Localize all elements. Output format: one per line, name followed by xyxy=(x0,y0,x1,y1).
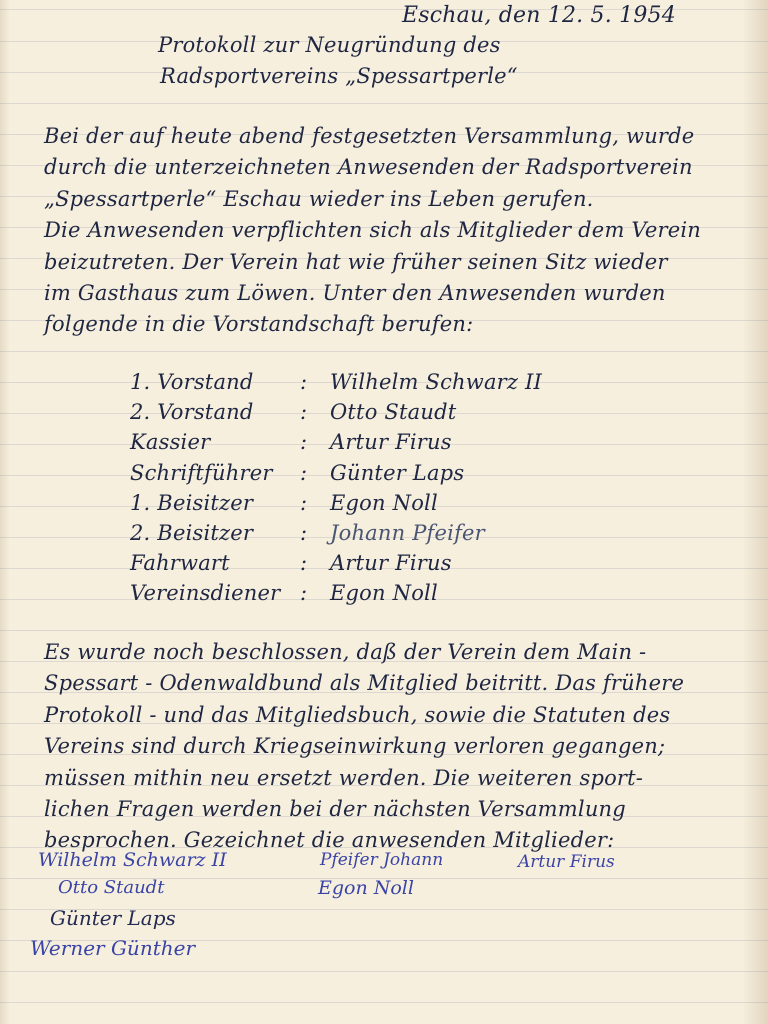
intro-line: Die Anwesenden verpflichten sich als Mitglieder dem Verein xyxy=(44,218,702,243)
closing-line: Vereins sind durch Kriegseinwirkung verloren gegangen; xyxy=(44,734,666,759)
closing-line: Es wurde noch beschlossen, daß der Verein dem Main - xyxy=(44,640,647,664)
board-row xyxy=(130,548,542,578)
closing-line: besprochen. Gezeichnet die anwesenden Mitglieder: xyxy=(44,828,615,853)
board-separator: : xyxy=(300,581,308,606)
board-row xyxy=(130,518,542,548)
board-role: 2. Vorstand xyxy=(130,400,254,425)
board-separator: : xyxy=(300,430,308,455)
board-separator: : xyxy=(300,551,308,576)
board-separator: : xyxy=(300,460,308,485)
board-name: Artur Firus xyxy=(330,551,452,576)
board-separator: : xyxy=(300,370,308,394)
board-row xyxy=(130,397,542,427)
board-row xyxy=(130,458,542,488)
board-role: Schriftführer xyxy=(130,460,273,485)
board-row xyxy=(130,488,542,518)
intro-line: Bei der auf heute abend festgesetzten Versammlung, wurde xyxy=(44,124,695,148)
board-name: Egon Noll xyxy=(330,490,438,515)
board-name: Wilhelm Schwarz II xyxy=(330,370,543,394)
page-left-edge-shadow xyxy=(0,0,10,1024)
closing-line: lichen Fragen werden bei der nächsten Versammlung xyxy=(44,796,626,821)
intro-line: beizutreten. Der Verein hat wie früher seinen Sitz wieder xyxy=(44,249,668,274)
board-separator: : xyxy=(300,490,308,515)
board-name: Egon Noll xyxy=(330,581,438,606)
signature-artur-firus: Artur Firus xyxy=(518,852,615,872)
signature-egon-noll: Egon Noll xyxy=(318,877,414,899)
signature-otto-staudt: Otto Staudt xyxy=(58,877,165,898)
intro-line: „Spessartperle“ Eschau wieder ins Leben gerufen. xyxy=(44,186,594,211)
date-line: Eschau, den 12. 5. 1954 xyxy=(402,3,676,28)
board-name: Johann Pfeifer xyxy=(330,520,485,545)
board-name: Otto Staudt xyxy=(330,400,457,425)
board-separator: : xyxy=(300,520,308,545)
signature-werner-guenther: Werner Günther xyxy=(30,936,196,960)
signature-johann-pfeifer: Pfeifer Johann xyxy=(320,850,444,870)
closing-paragraph xyxy=(44,637,684,857)
board-row xyxy=(130,427,542,457)
signature-wilhelm-schwarz: Wilhelm Schwarz II xyxy=(38,849,227,871)
board-role: Fahrwart xyxy=(130,551,230,576)
board-list xyxy=(130,367,542,609)
intro-line: folgende in die Vorstandschaft berufen: xyxy=(44,312,474,337)
intro-paragraph xyxy=(44,121,701,341)
board-role: 1. Vorstand xyxy=(130,370,254,394)
title-line-2: Radsportvereins „Spessartperle“ xyxy=(160,64,518,88)
board-row xyxy=(130,367,542,397)
closing-line: müssen mithin neu ersetzt werden. Die weiteren sport- xyxy=(44,765,644,790)
intro-line: im Gasthaus zum Löwen. Unter den Anwesenden wurden xyxy=(44,280,666,305)
closing-line: Spessart - Odenwaldbund als Mitglied beitritt. Das frühere xyxy=(44,671,685,696)
board-name: Artur Firus xyxy=(330,430,452,455)
board-separator: : xyxy=(300,400,308,425)
closing-line: Protokoll - und das Mitgliedsbuch, sowie die Statuten des xyxy=(44,702,671,727)
board-role: 1. Beisitzer xyxy=(130,490,254,515)
title-line-1: Protokoll zur Neugründung des xyxy=(158,33,501,57)
board-name: Günter Laps xyxy=(330,460,465,485)
signature-guenter-laps: Günter Laps xyxy=(50,906,176,930)
board-role: Kassier xyxy=(130,430,211,455)
board-row xyxy=(130,578,542,608)
board-role: 2. Beisitzer xyxy=(130,520,254,545)
page-right-edge-shadow xyxy=(742,0,768,1024)
intro-line: durch die unterzeichneten Anwesenden der Radsportverein xyxy=(44,155,693,180)
board-role: Vereinsdiener xyxy=(130,581,281,606)
